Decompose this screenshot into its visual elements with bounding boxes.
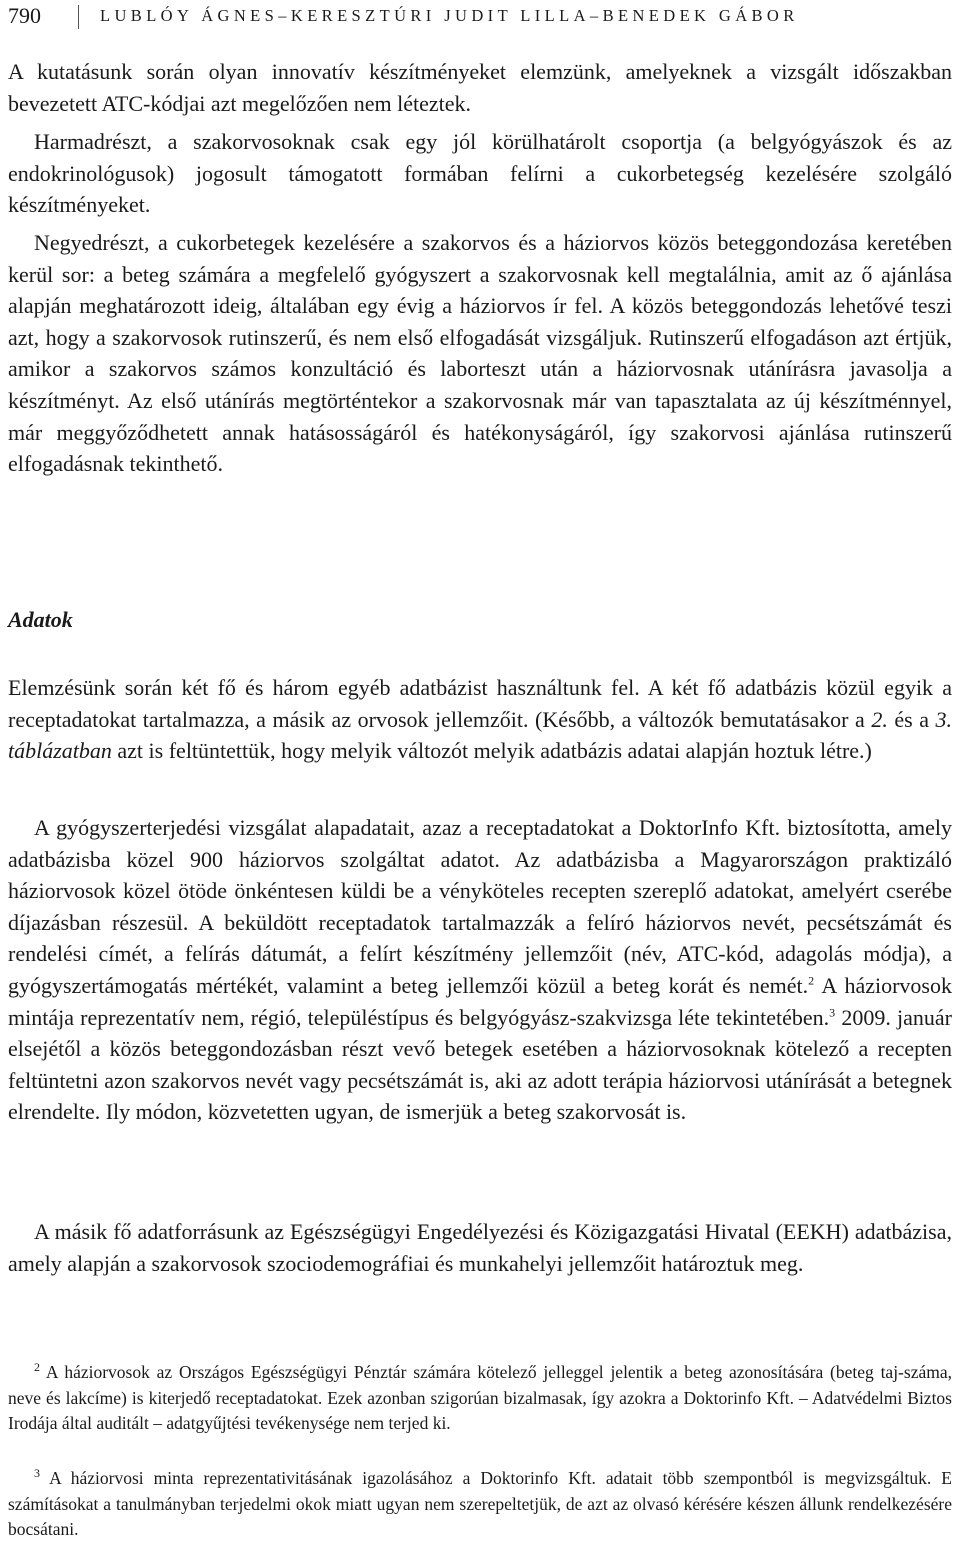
paragraph-prescription-data bbox=[8, 812, 952, 1128]
footnote-mark: 3 bbox=[34, 1466, 40, 1480]
footnote-reference[interactable]: 3 bbox=[829, 1005, 836, 1020]
paragraph-text: és a bbox=[887, 706, 936, 732]
paragraph-text: A gyógyszerterjedési vizsgálat alapadatait, azaz a receptadatokat a DoktorInfo Kft. biztosította, amely adatbázisba közel 900 háziorvos szolgáltat adatot. Az adatbázisba a Magyarországon praktizáló háziorvosok közel ötöde önkéntesen küldi be a vényköteles recepten szereplő adatokat, amelyért cserébe díjazásban részesül. A beküldött receptadatok tartalmazzák a felíró háziorvos nevét, pecsétszámát és rendelési címét, a felírás dátumát, a felírt készítmény jellemzőit (név, ATC-kód, adagolás módja), a gyógyszertámogatás mértékét, valamint a beteg jellemzői közül a beteg korát és nemét. bbox=[8, 815, 952, 998]
header-divider bbox=[78, 5, 79, 29]
section-heading-adatok: Adatok bbox=[8, 607, 73, 632]
paragraph-text: Elemzésünk során két fő és három egyéb adatbázist használtunk fel. A két fő adatbázis közül egyik a receptadatokat tartalmazza, a másik az orvosok jellemzőit. (Később, a változók bemutatásakor a bbox=[8, 675, 952, 732]
paragraph-third-point: Harmadrészt, a szakorvosoknak csak egy jól körülhatárolt csoportja (a belgyógyászok és az endokrinológusok) jogosult támogatott formában felírni a cukorbetegség kezelésére szolgáló készítményeket. bbox=[8, 129, 952, 218]
footnote-3 bbox=[8, 1466, 952, 1541]
paragraph-text: azt is feltüntettük, hogy melyik változót melyik adatbázis adatai alapján hoztuk létre.) bbox=[111, 738, 872, 764]
paragraph-text: A háziorvosok mintája reprezentatív nem, régió, településtípus és belgyógyász-szakvizsga léte tekintetében. bbox=[8, 972, 952, 1030]
footnote-mark: 2 bbox=[34, 1360, 40, 1374]
page-header bbox=[8, 2, 952, 30]
paragraph-fourth-point: Negyedrészt, a cukorbetegek kezelésére a szakorvos és a háziorvos közös beteggondozása keretében kerül sor: a beteg számára a megfelelő gyógyszert a szakorvosnak kell megtalálnia, amit az ő ajánlása alapján meghatározott ideig, általában egy évig a háziorvos ír fel. A közös beteggondozás lehetővé teszi azt, hogy a szakorvosok rutinszerű, és nem első elfogadását vizsgáljuk. Rutinszerű elfogadáson azt értjük, amikor a szakorvos számos konzultáció és laborteszt után a háziorvosnak utánírásra javasolja a készítményt. Az első utánírás megtörténtekor a szakorvosnak már van tapasztalata az új készítménnyel, már meggyőződhetett annak hatásosságáról és hatékonyságáról, így szakorvosi ajánlása rutinszerű elfogadásnak tekinthető. bbox=[8, 230, 952, 477]
paragraph-innovative-products: A kutatásunk során olyan innovatív készítményeket elemzünk, amelyeknek a vizsgált időszakban bevezetett ATC-kódjai azt megelőzően nem léteztek. bbox=[8, 59, 952, 116]
page-number: 790 bbox=[8, 3, 41, 28]
footnote-text: A háziorvosi minta reprezentativitásának igazolásához a Doktorinfo Kft. adatait több szempontból is megvizsgáltuk. E számításokat a tanulmányban terjedelmi okok miatt ugyan nem szerepeltetjük, de azt az olvasó kérésére készen állunk rendelkezésére bocsátani. bbox=[8, 1468, 952, 1539]
table-reference: 3. táblázatban bbox=[8, 706, 953, 764]
footnote-2 bbox=[8, 1360, 952, 1435]
table-reference: 2. bbox=[871, 706, 888, 732]
running-head-authors: LUBLÓY ÁGNES–KERESZTÚRI JUDIT LILLA–BENEDEK GÁBOR bbox=[100, 6, 799, 25]
footnote-text: A háziorvosok az Országos Egészségügyi Pénztár számára kötelező jelleggel jelentik a beteg azonosítására (beteg taj-száma, neve és lakcíme) is kiterjedő receptadatokat. Ezek azonban szigorúan bizalmasak, így azokra a Doktorinfo Kft. – Adatvédelmi Biztos Irodája által auditált – adatgyűjtési tevékenysége nem terjed ki. bbox=[8, 1362, 952, 1433]
paragraph-text: 2009. január elsejétől a közös beteggondozásban részt vevő betegek esetében a háziorvosoknak kötelező a recepten feltüntetni azon szakorvos nevét vagy pecsétszámát is, aki az adott terápia háziorvosi utánírását a betegnek elrendelte. Ily módon, közvetetten ugyan, de ismerjük a beteg szakorvosát is. bbox=[8, 1004, 953, 1125]
footnote-reference[interactable]: 2 bbox=[808, 973, 815, 988]
paragraph-databases-overview bbox=[8, 672, 952, 767]
paragraph-eekh-database: A másik fő adatforrásunk az Egészségügyi Engedélyezési és Közigazgatási Hivatal (EEKH) adatbázisa, amely alapján a szakorvosok szociodemográfiai és munkahelyi jellemzőit határoztuk meg. bbox=[8, 1219, 952, 1276]
